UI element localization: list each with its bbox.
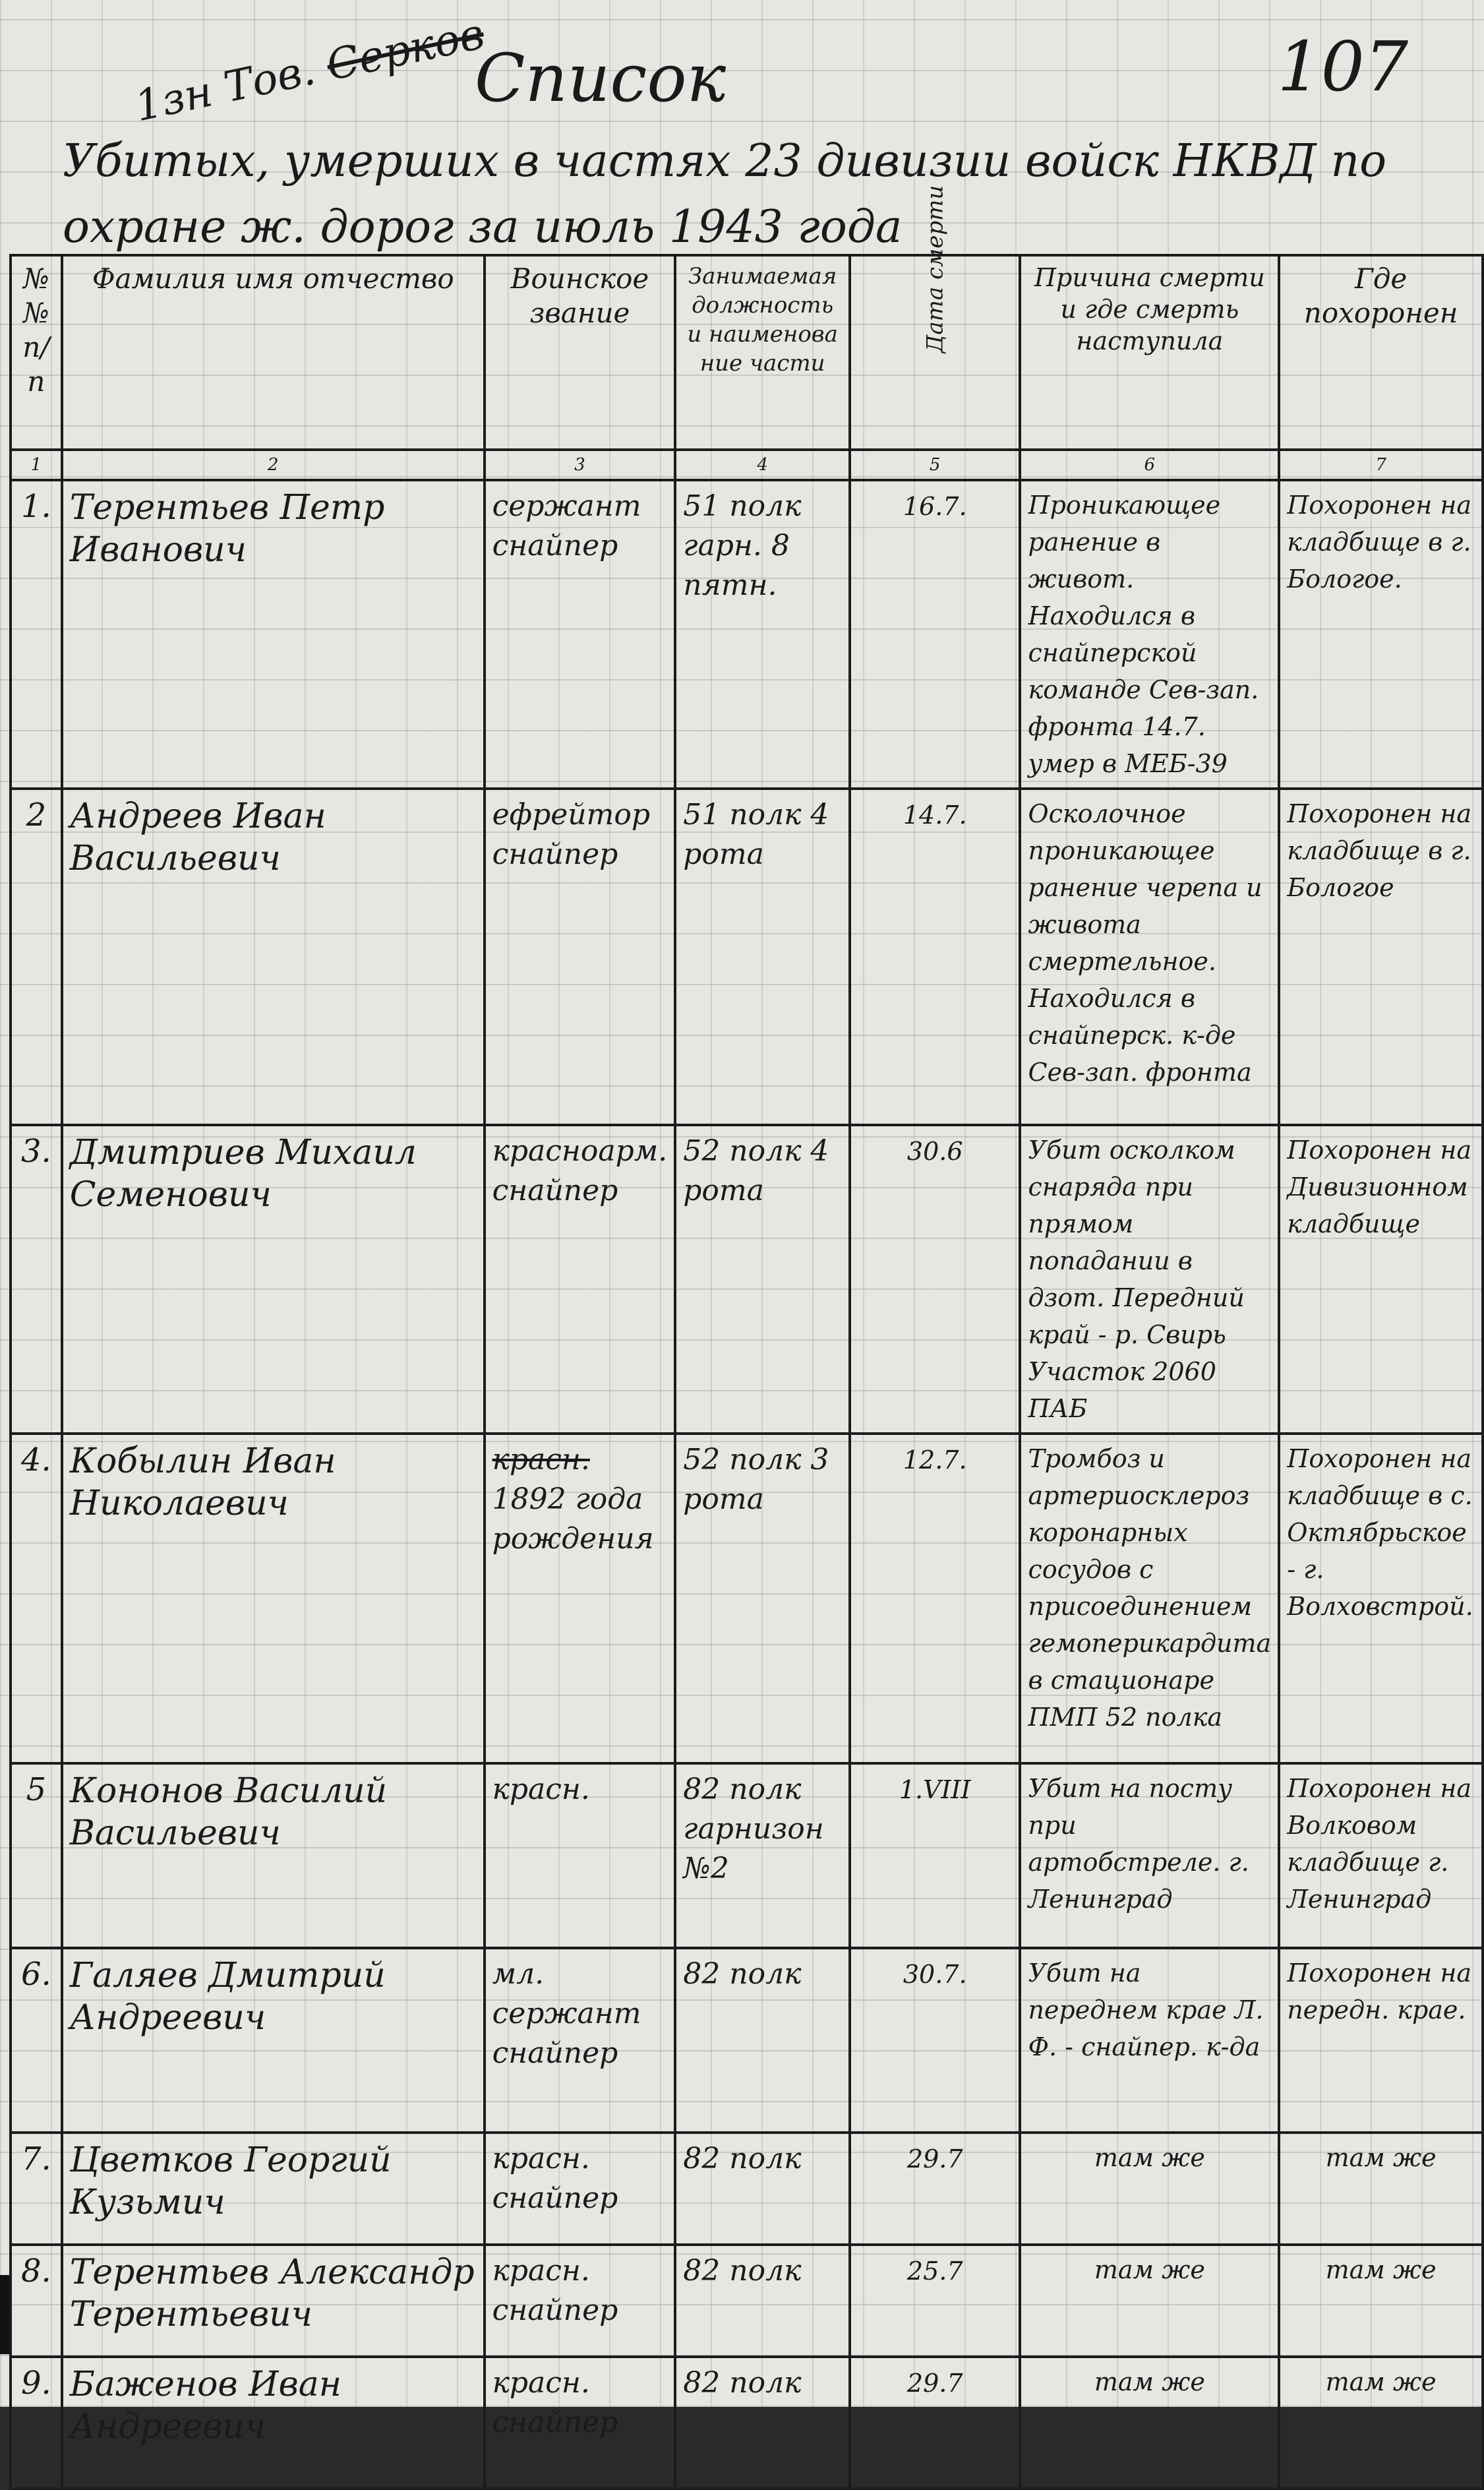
cell-rank: ефрейтор снайпер	[485, 789, 676, 1125]
cell-name: Кобылин Иван Николаевич	[62, 1434, 485, 1763]
cell-name: Кононов Василий Васильевич	[62, 1763, 485, 1948]
table-row	[11, 1434, 1483, 1763]
cell-num: 8.	[11, 2245, 62, 2357]
cell-unit: 82 полк	[675, 1948, 850, 2133]
cell-burial: Похоронен на кладбище в г. Бологое	[1279, 789, 1483, 1125]
page-number: 107	[1277, 26, 1408, 107]
header-date	[850, 185, 1021, 450]
document-subtitle: Убитых, умерших в частях 23 дивизии войск НКВД по охране ж. дорог за июль 1943 года	[63, 135, 1387, 253]
corner-note-line1: 1зн	[131, 67, 217, 132]
column-number: 6	[1020, 450, 1279, 480]
cell-rank: красн.	[485, 1763, 676, 1948]
table-header-row	[11, 255, 1483, 450]
cell-rank: мл. сержант снайпер	[485, 1948, 676, 2133]
corner-note-line2: Тов. Серков	[220, 9, 489, 113]
cell-date: 25.7	[850, 2245, 1021, 2357]
cell-cause: там же	[1020, 2245, 1279, 2357]
cell-name: Терентьев Петр Иванович	[62, 480, 485, 789]
corner-note	[131, 10, 489, 131]
cell-burial: Похоронен на кладбище в г. Бологое.	[1279, 480, 1483, 789]
cell-unit: 82 полк	[675, 2357, 850, 2489]
cell-date: 30.7.	[850, 1948, 1021, 2133]
cell-cause: Убит на переднем крае Л. Ф. - снайпер. к-да	[1020, 1948, 1279, 2133]
cell-rank-note: 1892 года рождения	[492, 1482, 654, 1556]
cell-num: 9.	[11, 2357, 62, 2489]
cell-num: 4.	[11, 1434, 62, 1763]
cell-unit: 82 полк гарнизон №2	[675, 1763, 850, 1948]
header-rank: Воинское звание	[485, 255, 676, 450]
cell-date: 14.7.	[850, 789, 1021, 1125]
cell-burial: Похоронен на кладбище в с. Октябрьское - г. Волховстрой.	[1279, 1434, 1483, 1763]
cell-date: 16.7.	[850, 480, 1021, 789]
header-name: Фамилия имя отчество	[62, 255, 485, 450]
cell-cause: там же	[1020, 2133, 1279, 2245]
cell-num: 2	[11, 789, 62, 1125]
header-cause: Причина смерти и где смерть наступила	[1020, 255, 1279, 450]
cell-burial: там же	[1279, 2357, 1483, 2489]
cell-num: 6.	[11, 1948, 62, 2133]
cell-date: 29.7	[850, 2357, 1021, 2489]
column-number: 1	[11, 450, 62, 480]
cell-cause: Осколочное проникающее ранение черепа и живота смертельное. Находился в снайперск. к-де Сев-зап. фронта	[1020, 789, 1279, 1125]
cell-date: 1.VIII	[850, 1763, 1021, 1948]
table-row	[11, 1125, 1483, 1434]
cell-name: Дмитриев Михаил Семенович	[62, 1125, 485, 1434]
column-number: 4	[675, 450, 850, 480]
column-number: 2	[62, 450, 485, 480]
cell-name: Цветков Георгий Кузьмич	[62, 2133, 485, 2245]
cell-name: Андреев Иван Васильевич	[62, 789, 485, 1125]
cell-burial: Похоронен на Дивизионном кладбище	[1279, 1125, 1483, 1434]
cell-unit: 82 полк	[675, 2133, 850, 2245]
cell-num: 1.	[11, 480, 62, 789]
column-number: 3	[485, 450, 676, 480]
cell-cause: Тромбоз и артериосклероз коронарных сосудов с присоединением гемоперикардита в стационаре ПМП 52 полка	[1020, 1434, 1279, 1763]
cell-date: 12.7.	[850, 1434, 1021, 1763]
cell-name: Баженов Иван Андреевич	[62, 2357, 485, 2489]
cell-unit: 51 полк 4 рота	[675, 789, 850, 1125]
column-number-row	[11, 450, 1483, 480]
cell-cause: Убит осколком снаряда при прямом попадании в дзот. Передний край - р. Свирь Участок 2060 ПАБ	[1020, 1125, 1279, 1434]
header-num: № № п/п	[11, 255, 62, 450]
cell-unit: 52 полк 3 рота	[675, 1434, 850, 1763]
table-row	[11, 2133, 1483, 2245]
column-number: 5	[850, 450, 1021, 480]
cell-cause: Убит на посту при артобстреле. г. Ленинград	[1020, 1763, 1279, 1948]
cell-rank: красноарм. снайпер	[485, 1125, 676, 1434]
cell-rank: красн. снайпер	[485, 2357, 676, 2489]
table-row	[11, 2357, 1483, 2489]
cell-unit: 52 полк 4 рота	[675, 1125, 850, 1434]
cell-burial: там же	[1279, 2133, 1483, 2245]
table-row	[11, 480, 1483, 789]
cell-name: Терентьев Александр Терентьевич	[62, 2245, 485, 2357]
cell-unit: 82 полк	[675, 2245, 850, 2357]
cell-burial: Похоронен на Волковом кладбище г. Ленинград	[1279, 1763, 1483, 1948]
cell-rank	[485, 1434, 676, 1763]
header-burial: Где похоронен	[1279, 255, 1483, 450]
header-unit: Занимаемая должность и наименова ние части	[675, 255, 850, 450]
cell-num: 5	[11, 1763, 62, 1948]
cell-cause: Проникающее ранение в живот. Находился в снайперской команде Сев-зап. фронта 14.7. умер в МЕБ-39	[1020, 480, 1279, 789]
cell-cause: там же	[1020, 2357, 1279, 2489]
cell-name: Галяев Дмитрий Андреевич	[62, 1948, 485, 2133]
cell-num: 7.	[11, 2133, 62, 2245]
cell-num: 3.	[11, 1125, 62, 1434]
cell-rank: красн. снайпер	[485, 2245, 676, 2357]
document-title: Список	[475, 40, 727, 117]
cell-burial: Похоронен на передн. крае.	[1279, 1948, 1483, 2133]
binding-edge-mark	[0, 2275, 9, 2354]
table-row	[11, 1763, 1483, 1948]
cell-rank: красн. снайпер	[485, 2133, 676, 2245]
cell-date: 29.7	[850, 2133, 1021, 2245]
cell-burial: там же	[1279, 2245, 1483, 2357]
cell-rank: сержант снайпер	[485, 480, 676, 789]
cell-rank-text: красн.	[492, 1443, 590, 1476]
cell-unit: 51 полк гарн. 8 пятн.	[675, 480, 850, 789]
header-date-label: Дата смерти	[922, 185, 949, 353]
table-row	[11, 1948, 1483, 2133]
corner-note-struck-word: Серков	[322, 9, 489, 91]
table-row	[11, 789, 1483, 1125]
cell-date: 30.6	[850, 1125, 1021, 1434]
table-row	[11, 2245, 1483, 2357]
column-number: 7	[1279, 450, 1483, 480]
